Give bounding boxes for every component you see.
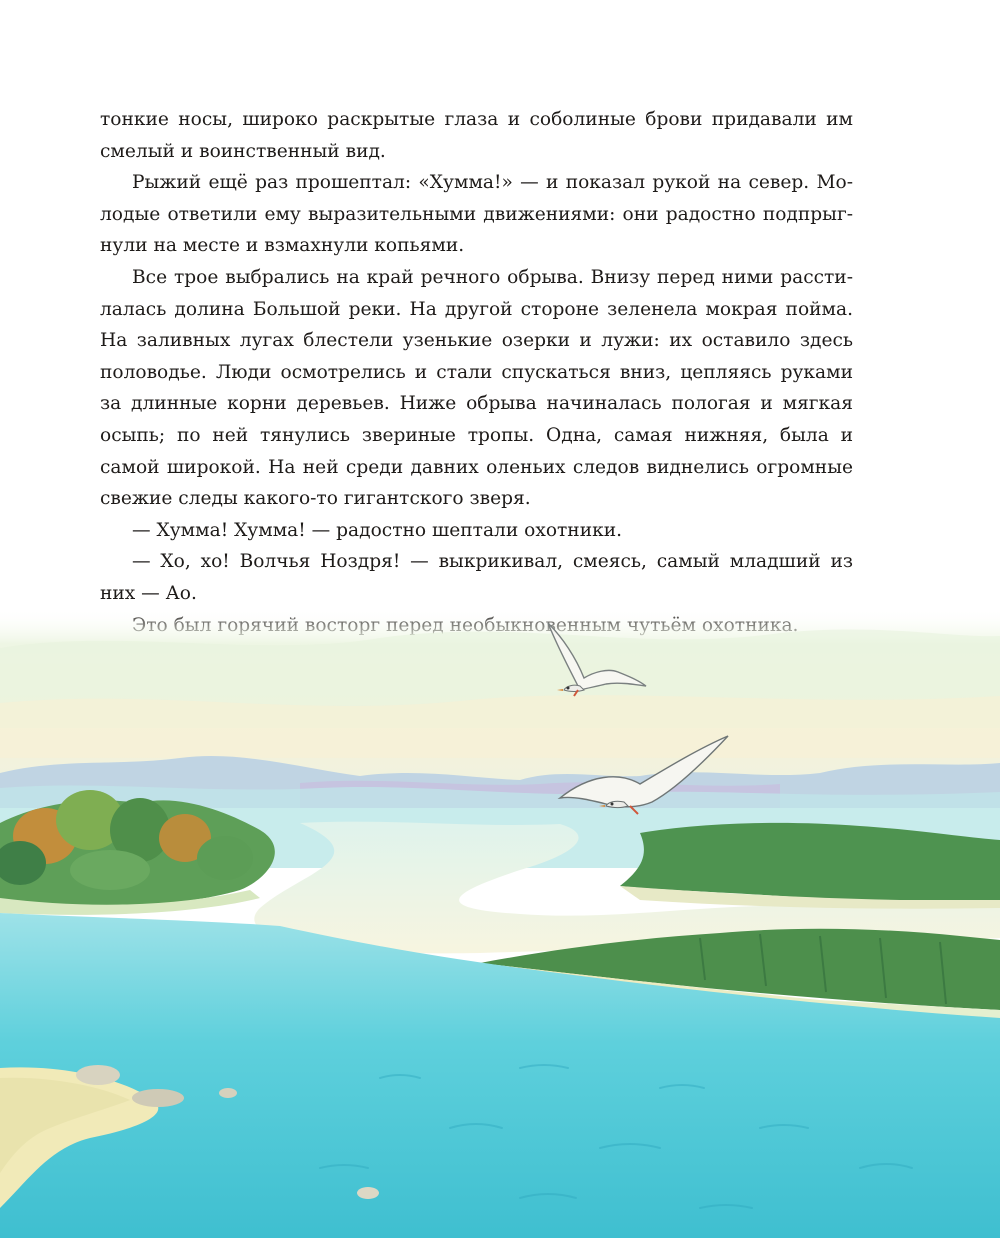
- sky-glow: [0, 695, 1000, 758]
- story-text: [100, 104, 853, 641]
- dialogue-line: — Хо, хо! Волчья Ноздря! — выкрикивал, смеясь, самый младший из них — Ао.: [100, 551, 853, 604]
- river-illustration: [0, 608, 1000, 1238]
- dialogue-line: — Хумма! Хумма! — радостно шептали охотники.: [132, 519, 623, 541]
- paragraph: тонкие носы, широко раскрытые глаза и соболиные брови придавали им смелый и воинственный вид.: [100, 109, 853, 162]
- paragraph: Рыжий ещё раз прошептал: «Хумма!» — и показал рукой на север. Молодые ответили ему выразительными движениями: они радостно подпрыгнули на месте и взмахнули копьями.: [100, 172, 853, 257]
- right-shore: [620, 823, 1000, 902]
- paragraph: Все трое выбрались на край речного обрыва. Внизу перед ними расстилалась долина Большой реки. На другой стороне зеленела мокрая пойма. На заливных лугах блестели узенькие озерки и лужи: их оставило здесь половодье. Люди осмотрелись и стали спускаться вниз, цепляясь руками за длинные корни деревьев. Ниже обрыва начиналась пологая и мягкая осыпь; по ней тянулись звериные тропы. Одна, самая нижняя, была и самой широкой. На ней среди давних оленьих следов виднелись огромные свежие следы какого-то гигантского зверя.: [100, 266, 853, 510]
- illustration-canvas: [0, 608, 1000, 1238]
